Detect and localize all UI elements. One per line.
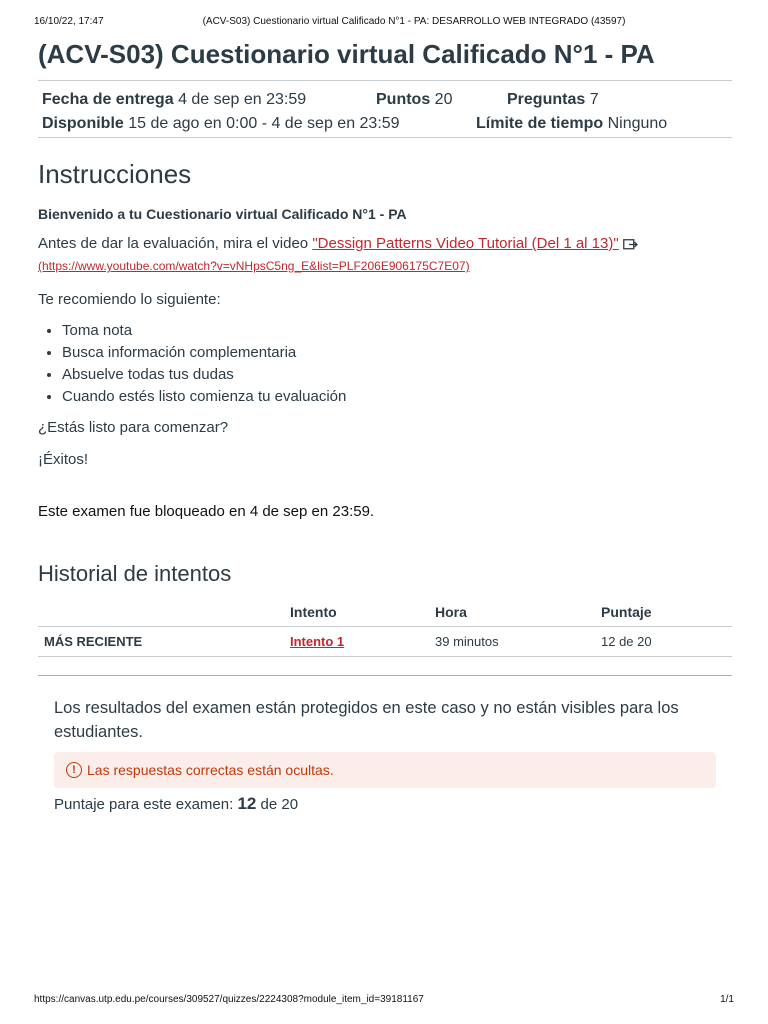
attempt-score: 12 de 20 bbox=[595, 627, 732, 657]
due-value: 4 de sep en 23:59 bbox=[178, 91, 307, 108]
score-prefix: Puntaje para este examen: bbox=[54, 796, 238, 813]
locked-message: Este examen fue bloqueado en 4 de sep en 23:59. bbox=[38, 503, 375, 520]
questions-group bbox=[507, 91, 599, 109]
details-row-2 bbox=[42, 115, 668, 133]
recommend-text: Te recomiendo lo siguiente: bbox=[38, 291, 221, 308]
time-limit-label: Límite de tiempo bbox=[476, 115, 604, 132]
score-value: 12 bbox=[237, 794, 257, 813]
column-header-label bbox=[38, 598, 284, 627]
time-limit-group bbox=[476, 115, 667, 133]
recommend-list bbox=[38, 320, 732, 408]
print-page-count: 1/1 bbox=[720, 994, 734, 1005]
history-heading: Historial de intentos bbox=[38, 561, 232, 586]
column-header-time: Hora bbox=[429, 598, 595, 627]
warning-icon: ! bbox=[66, 762, 82, 778]
table-header-row bbox=[38, 598, 732, 627]
video-intro: Antes de dar la evaluación, mira el video bbox=[38, 235, 313, 252]
results-protected-text: Los resultados del examen están protegidos en este caso y no están visibles para los estudiantes. bbox=[54, 699, 679, 741]
list-item: • Toma nota bbox=[62, 320, 732, 342]
instructions-heading: Instrucciones bbox=[38, 159, 192, 189]
attempt-time: 39 minutos bbox=[429, 627, 595, 657]
page-title: (ACV-S03) Cuestionario virtual Calificado N°1 - PA bbox=[38, 39, 655, 69]
welcome-text: Bienvenido a tu Cuestionario virtual Calificado N°1 - PA bbox=[38, 206, 407, 222]
list-item: • Cuando estés listo comienza tu evaluación bbox=[62, 386, 732, 408]
score-suffix: de 20 bbox=[256, 796, 299, 813]
video-paragraph bbox=[38, 234, 732, 276]
list-item: • Absuelve todas tus dudas bbox=[62, 364, 732, 386]
points-value: 20 bbox=[434, 91, 453, 108]
points-label: Puntos bbox=[376, 91, 431, 108]
questions-value: 7 bbox=[589, 91, 599, 108]
video-url-link[interactable]: (https://www.youtube.com/watch?v=vNHpsC5ng_E&list=PLF206E906175C7E07) bbox=[38, 259, 470, 273]
quiz-content bbox=[38, 36, 732, 814]
details-row-1 bbox=[42, 91, 599, 109]
ready-text: ¿Estás listo para comenzar? bbox=[38, 419, 229, 436]
due-label: Fecha de entrega bbox=[42, 91, 174, 108]
time-limit-value: Ninguno bbox=[607, 115, 668, 132]
available-label: Disponible bbox=[42, 115, 124, 132]
print-title: (ACV-S03) Cuestionario virtual Calificado N°1 - PA: DESARROLLO WEB INTEGRADO (43597) bbox=[202, 16, 626, 27]
external-link-icon bbox=[623, 236, 638, 256]
results-divider bbox=[38, 675, 732, 676]
hidden-answers-alert bbox=[54, 752, 716, 788]
table-row bbox=[38, 627, 732, 657]
print-date: 16/10/22, 17:47 bbox=[34, 16, 104, 27]
attempts-table bbox=[38, 598, 732, 657]
available-value: 15 de ago en 0:00 - 4 de sep en 23:59 bbox=[128, 115, 400, 132]
questions-label: Preguntas bbox=[507, 91, 586, 108]
details-divider bbox=[38, 137, 732, 138]
attempt-link[interactable]: Intento 1 bbox=[290, 634, 345, 649]
attempt-recent-label: MÁS RECIENTE bbox=[38, 627, 284, 657]
video-link[interactable]: "Dessign Patterns Video Tutorial (Del 1 al 13)" bbox=[312, 235, 619, 252]
success-text: ¡Éxitos! bbox=[38, 451, 89, 468]
list-item: • Busca información complementaria bbox=[62, 342, 732, 364]
points-group bbox=[376, 91, 452, 109]
results-section bbox=[38, 696, 732, 814]
column-header-attempt: Intento bbox=[284, 598, 429, 627]
score-line bbox=[54, 794, 716, 814]
column-header-score: Puntaje bbox=[595, 598, 732, 627]
print-url: https://canvas.utp.edu.pe/courses/309527/quizzes/2224308?module_item_id=39181167 bbox=[34, 994, 424, 1005]
quiz-details bbox=[38, 81, 732, 137]
alert-text: Las respuestas correctas están ocultas. bbox=[87, 762, 334, 778]
